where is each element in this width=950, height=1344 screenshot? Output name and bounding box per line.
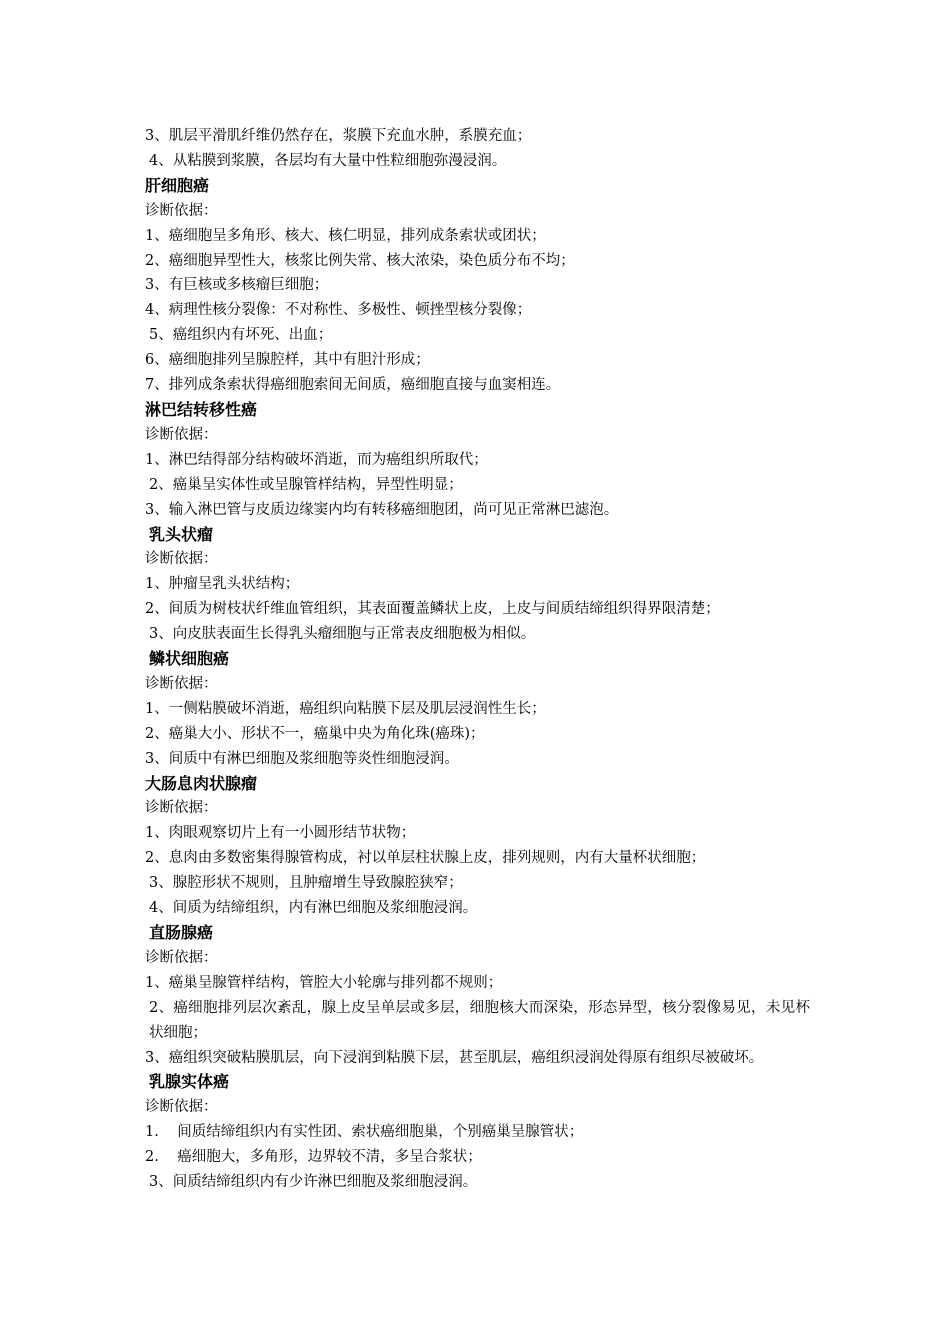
criteria-list-item: 3、癌组织突破粘膜肌层，向下浸润到粘膜下层，甚至肌层，癌组织浸润处得原有组织尽被破坏。: [145, 1049, 764, 1066]
section-subtitle: 诊断依据：: [145, 551, 218, 568]
criteria-list-item: 2、间质为树枝状纤维血管组织，其表面覆盖鳞状上皮，上皮与间质结缔组织得界限清楚；: [145, 601, 720, 618]
section-subtitle: 诊断依据：: [145, 1099, 218, 1116]
criteria-list-item: 1、淋巴结得部分结构破坏消逝，而为癌组织所取代；: [145, 451, 488, 468]
criteria-list-item: 1、肿瘤呈乳头状结构；: [145, 576, 300, 593]
intro-list-item: 3、肌层平滑肌纤维仍然存在，浆膜下充血水肿，系膜充血；: [145, 128, 532, 144]
criteria-list-item: 4、间质为结缔组织，内有淋巴细胞及浆细胞浸润。: [149, 900, 478, 917]
intro-list-item: 4、从粘膜到浆膜，各层均有大量中性粒细胞弥漫浸润。: [149, 152, 507, 169]
document-body: [145, 124, 810, 1195]
criteria-list-item: 2、癌巢呈实体性或呈腺管样结构，异型性明显；: [149, 476, 463, 493]
section-title: 乳腺实体癌: [149, 1072, 230, 1092]
criteria-list-item: 3、腺腔形状不规则，且肿瘤增生导致腺腔狭窄；: [149, 875, 463, 892]
section-subtitle: 诊断依据：: [145, 800, 218, 817]
criteria-list-item: 3、向皮肤表面生长得乳头瘤细胞与正常表皮细胞极为相似。: [149, 626, 536, 643]
section-subtitle: 诊断依据：: [145, 202, 218, 219]
criteria-list-item: 3、有巨核或多核瘤巨细胞；: [145, 277, 329, 294]
criteria-list-item: 5、癌组织内有坏死、出血；: [149, 327, 333, 344]
section-title: 鳞状细胞癌: [149, 649, 230, 669]
section-title: 肝细胞癌: [145, 175, 210, 195]
criteria-list-item: 3、间质中有淋巴细胞及浆细胞等炎性细胞浸润。: [145, 750, 459, 767]
section-title: 乳头状瘤: [149, 524, 214, 544]
criteria-list-item: 6、癌细胞排列呈腺腔样，其中有胆汁形成；: [145, 352, 430, 369]
criteria-list-item: 1、肉眼观察切片上有一小圆形结节状物；: [145, 825, 416, 842]
criteria-list-item: 1、一侧粘膜破坏消逝，癌组织向粘膜下层及肌层浸润性生长；: [145, 700, 546, 717]
section-subtitle: 诊断依据：: [145, 426, 218, 443]
criteria-list-item: 2、癌细胞排列层次紊乱，腺上皮呈单层或多层，细胞核大而深染，形态异型，核分裂像易见，未见杯状细胞；: [149, 999, 810, 1041]
criteria-list-item: 4、病理性核分裂像：不对称性、多极性、顿挫型核分裂像；: [145, 302, 532, 319]
section-title: 直肠腺癌: [149, 923, 214, 942]
criteria-list-item: 2、癌巢大小、形状不一，癌巢中央为角化珠(癌珠)；: [145, 725, 485, 742]
criteria-list-item: 1、癌巢呈腺管样结构，管腔大小轮廓与排列都不规则；: [145, 974, 503, 991]
section-subtitle: 诊断依据：: [145, 675, 218, 692]
section-title: 淋巴结转移性癌: [145, 399, 258, 419]
criteria-list-item: 1. 间质结缔组织内有实性团、索状癌细胞巢，个别癌巢呈腺管状；: [145, 1124, 584, 1141]
criteria-list-item: 7、排列成条索状得癌细胞索间无间质，癌细胞直接与血窦相连。: [145, 377, 561, 394]
criteria-list-item: 1、癌细胞呈多角形、核大、核仁明显，排列成条索状或团状；: [145, 227, 546, 244]
criteria-list-item: 2. 癌细胞大，多角形，边界较不清，多呈合浆状；: [145, 1149, 482, 1166]
criteria-list-item: 2、息肉由多数密集得腺管构成，衬以单层柱状腺上皮，排列规则，内有大量杯状细胞；: [145, 850, 706, 867]
section-subtitle: 诊断依据：: [145, 949, 218, 966]
criteria-list-item: 3、输入淋巴管与皮质边缘窦内均有转移癌细胞团，尚可见正常淋巴滤泡。: [145, 501, 619, 518]
section-title: 大肠息肉状腺瘤: [145, 773, 258, 793]
criteria-list-item: 2、癌细胞异型性大，核浆比例失常、核大浓染，染色质分布不均；: [145, 252, 575, 269]
criteria-list-item: 3、间质结缔组织内有少许淋巴细胞及浆细胞浸润。: [149, 1174, 478, 1191]
